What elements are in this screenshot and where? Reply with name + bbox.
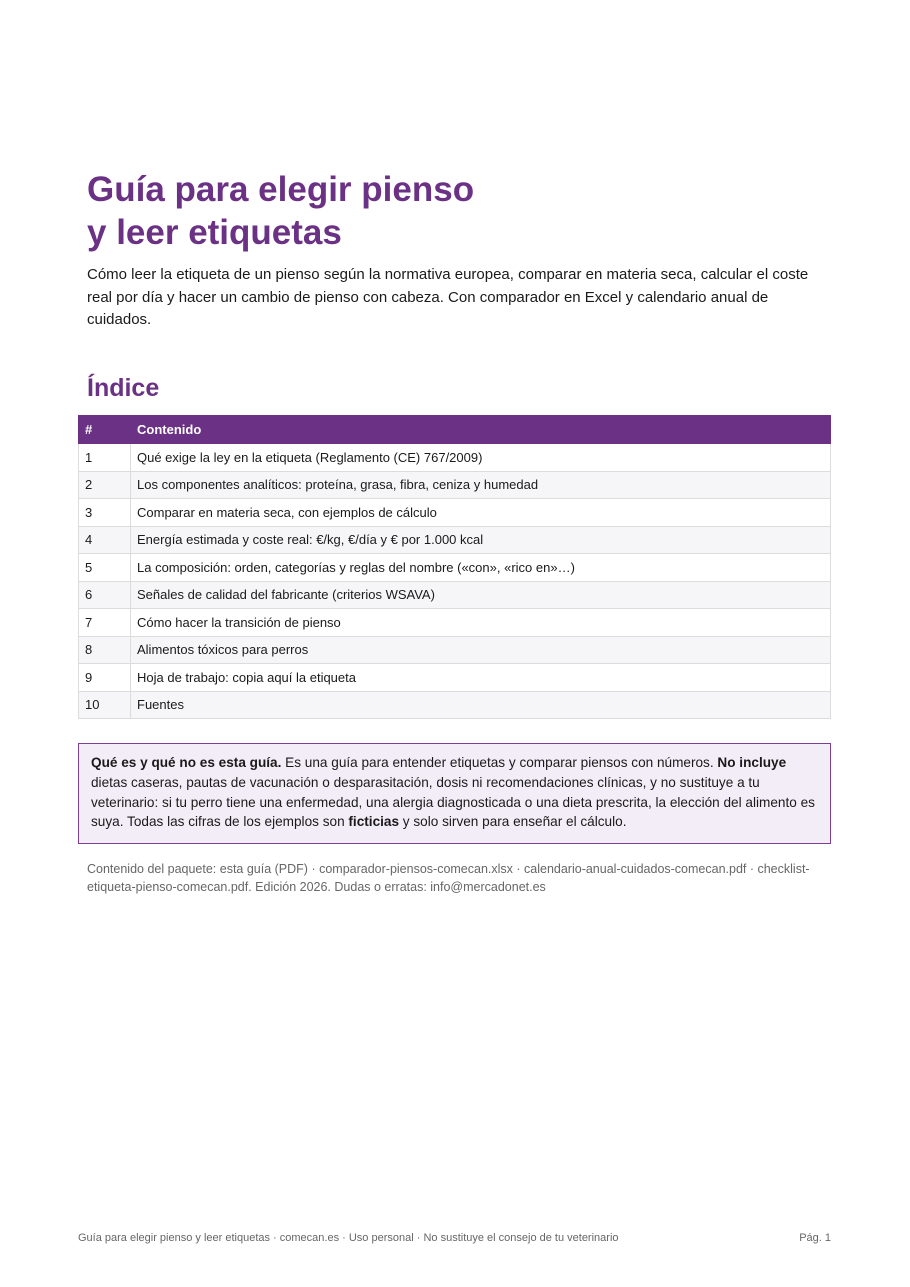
notice-text-1: Es una guía para entender etiquetas y comparar piensos con números.: [281, 755, 718, 770]
title-line-1: Guía para elegir pienso: [87, 170, 475, 209]
table-row: [79, 636, 831, 664]
table-row: [79, 499, 831, 527]
title-line-2: y leer etiquetas: [87, 213, 342, 252]
notice-text-2: dietas caseras, pautas de vacunación o desparasitación, dosis ni recomendaciones clínicas, y no sustituye a tu veterinario: si tu perro tiene una enfermedad, una alergia diagnosticada o una dieta prescrita, la elección del alimento es suya. Todas las cifras de los ejemplos son: [91, 774, 815, 830]
table-row: [79, 609, 831, 637]
intro-paragraph: Cómo leer la etiqueta de un pienso según la normativa europea, comparar en materia seca, calcular el coste real por día y hacer un cambio de pienso con cabeza. Con comparador en Excel y calendario anual de cuidados.: [87, 266, 809, 328]
row-content: Cómo hacer la transición de pienso: [131, 609, 831, 637]
row-number: 2: [79, 471, 131, 499]
page-number: Pág. 1: [799, 1232, 831, 1244]
column-header-content: Contenido: [131, 416, 831, 444]
notice-bold-title: Qué es y qué no es esta guía.: [91, 755, 282, 770]
row-content: Los componentes analíticos: proteína, grasa, fibra, ceniza y humedad: [131, 471, 831, 499]
row-number: 10: [79, 691, 131, 719]
package-contents-note: Contenido del paquete: esta guía (PDF) · comparador-piensos-comecan.xlsx · calendario-anual-cuidados-comecan.pdf · checklist-etiqueta-pienso-comecan.pdf. Edición 2026. Dudas o erratas: info@mercadonet.es: [87, 862, 810, 894]
row-number: 5: [79, 554, 131, 582]
table-row: [79, 664, 831, 692]
index-header-row: [79, 416, 831, 444]
table-row: [79, 691, 831, 719]
row-number: 8: [79, 636, 131, 664]
table-row: [79, 526, 831, 554]
row-content: Señales de calidad del fabricante (criterios WSAVA): [131, 581, 831, 609]
index-heading: Índice: [87, 374, 160, 402]
row-number: 7: [79, 609, 131, 637]
row-number: 3: [79, 499, 131, 527]
row-number: 6: [79, 581, 131, 609]
scope-notice-box: [78, 743, 831, 844]
row-content: Hoja de trabajo: copia aquí la etiqueta: [131, 664, 831, 692]
row-number: 1: [79, 444, 131, 472]
row-number: 9: [79, 664, 131, 692]
table-row: [79, 581, 831, 609]
column-header-number: #: [79, 416, 131, 444]
row-content: Alimentos tóxicos para perros: [131, 636, 831, 664]
notice-bold-ficticias: ficticias: [348, 814, 400, 830]
row-number: 4: [79, 526, 131, 554]
row-content: Qué exige la ley en la etiqueta (Reglamento (CE) 767/2009): [131, 444, 831, 472]
table-row: [79, 444, 831, 472]
table-row: [79, 554, 831, 582]
page-footer-text: Guía para elegir pienso y leer etiquetas · comecan.es · Uso personal · No sustituye el consejo de tu veterinario: [78, 1232, 619, 1244]
row-content: Energía estimada y coste real: €/kg, €/día y € por 1.000 kcal: [131, 526, 831, 554]
notice-bold-no-incluye: No incluye: [717, 755, 787, 770]
row-content: Comparar en materia seca, con ejemplos de cálculo: [131, 499, 831, 527]
notice-text-3: y solo sirven para enseñar el cálculo.: [399, 814, 627, 830]
row-content: La composición: orden, categorías y reglas del nombre («con», «rico en»…): [131, 554, 831, 582]
page-title: [87, 168, 807, 254]
row-content: Fuentes: [131, 691, 831, 719]
index-table: [78, 415, 831, 719]
table-row: [79, 471, 831, 499]
